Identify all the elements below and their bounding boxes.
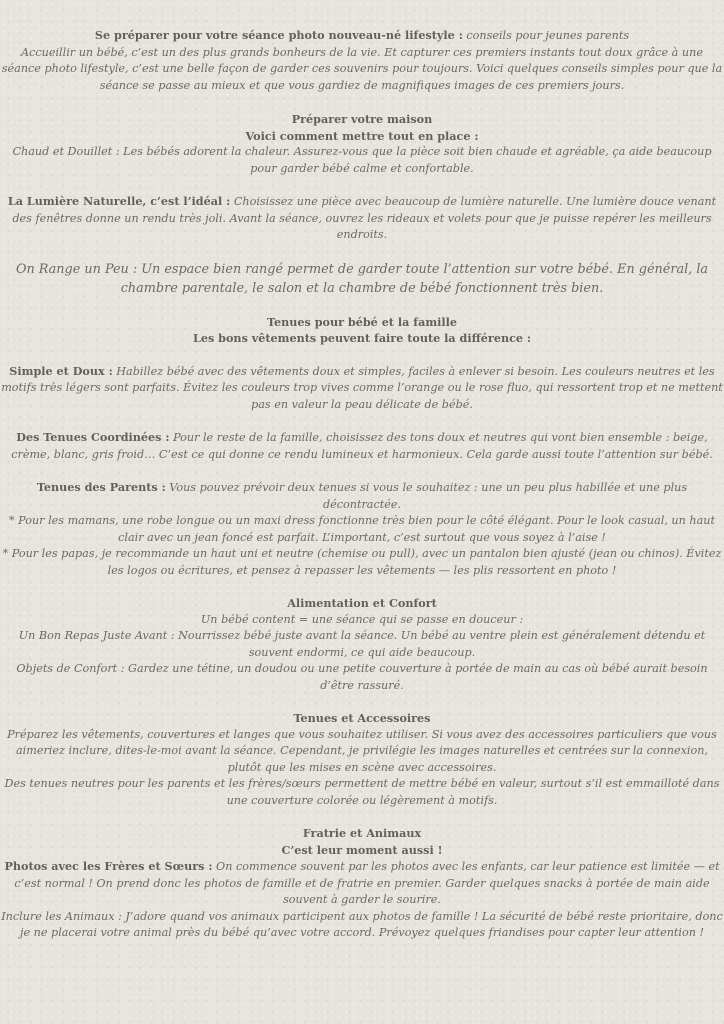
intro-title-line	[0, 27, 724, 45]
alimentation-heading: Alimentation et Confort	[287, 596, 437, 610]
tenues-mamans: * Pour les mamans, une robe longue ou un maxi dress fonctionne très bien pour le côté élégant. Pour le look casual, un haut clair avec un jean foncé est parfait. L’important, c’est surtout que vous soyez à l’aise !	[9, 514, 715, 544]
tenues-simple	[0, 363, 724, 414]
intro-subtitle: conseils pour jeunes parents	[466, 29, 630, 42]
intro-text: Accueillir un bébé, c’est un des plus grands bonheurs de la vie. Et capturer ces premiers instants tout doux grâce à une séance photo lifestyle, c’est une belle façon de garder ces souvenirs pour toujours. Voici quelques conseils simples pour que la séance se passe au mieux et que vous gardiez de magnifiques images de ces premiers jours.	[1, 45, 723, 92]
tenues-heading: Tenues pour bébé et la famille	[266, 314, 458, 329]
maison-lumiere-text: Choisissez une pièce avec beaucoup de lumière naturelle. Une lumière douce venant des fenêtres donne un rendu très joli. Avant la séance, ouvrez les rideaux et volets pour que je puisse repérer les meilleurs endroits.	[12, 195, 717, 241]
fratrie-photos-text: On commence souvent par les photos avec les enfants, car leur patience est limitée — et c’est normal ! On prend donc les photos de famille et de fratrie en premier. Garder quelques snacks à portée de main aide souvent à garder le sourire.	[14, 860, 720, 906]
accessoires-p1: Préparez les vêtements, couvertures et langes que vous souhaitez utiliser. Si vous avez des accessoires particuliers que vous aimeriez inclure, dites-le-moi avant la séance. Cependant, je privilégie les images naturelles et centrées sur la connexion, plutôt que les mises en scène avec accessoires.	[7, 727, 717, 774]
tenues-subheading: Les bons vêtements peuvent faire toute la différence :	[192, 331, 532, 345]
tenues-section	[0, 314, 724, 580]
tenues-coord	[0, 429, 724, 463]
tenues-papas: * Pour les papas, je recommande un haut uni et neutre (chemise ou pull), avec un pantalon bien ajusté (jean ou chinos). Évitez les logos ou écritures, et pensez à repasser les vêtements — les plis ressortent en photo !	[2, 547, 722, 577]
maison-range: On Range un Peu : Un espace bien rangé permet de garder toute l’attention sur votre bébé. En général, la chambre parentale, le salon et la chambre de bébé fonctionnent très bien.	[15, 261, 709, 296]
tenues-coord-label: Des Tenues Coordinées :	[16, 430, 170, 444]
accessoires-heading: Tenues et Accessoires	[293, 711, 431, 725]
fratrie-animaux: Inclure les Animaux : J’adore quand vos animaux participent aux photos de famille ! La sécurité de bébé reste prioritaire, donc je ne placerai votre animal près du bébé qu’avec votre accord. Prévoyez quelques friandises pour capter leur attention !	[1, 909, 723, 939]
fratrie-heading: Fratrie et Animaux	[302, 826, 422, 840]
accessoires-p2: Des tenues neutres pour les parents et les frères/sœurs permettent de mettre bébé en valeur, surtout s’il est emmailloté dans une couverture colorée ou légèrement à motifs.	[4, 777, 720, 807]
accessoires-section	[0, 710, 724, 809]
intro-section	[0, 27, 724, 94]
intro-title: Se préparer pour votre séance photo nouveau-né lifestyle :	[94, 28, 463, 42]
tenues-parents-label: Tenues des Parents :	[36, 480, 166, 494]
maison-lumiere	[0, 193, 724, 244]
alimentation-section	[0, 595, 724, 694]
fratrie-photos-label: Photos avec les Frères et Sœurs :	[4, 859, 213, 873]
tenues-simple-label: Simple et Doux :	[9, 363, 113, 378]
tenues-coord-text: Pour le reste de la famille, choisissez des tons doux et neutres qui vont bien ensemble : beige, crème, blanc, gris froid… C’est ce qui donne ce rendu lumineux et harmonieux. Cela garde aussi toute l’attention sur bébé.	[11, 431, 713, 461]
maison-section	[0, 111, 724, 298]
fratrie-photos	[0, 858, 724, 909]
alimentation-objets: Objets de Confort : Gardez une tétine, un doudou ou une petite couverture à portée de main au cas où bébé aurait besoin d’être rassuré.	[16, 662, 708, 692]
tenues-simple-text: Habillez bébé avec des vêtements doux et simples, faciles à enlever si besoin. Les couleurs neutres et les motifs très légers sont parfaits. Évitez les couleurs trop vives comme l’orange ou le rose fluo, qui ressortent trop et ne mettent pas en valeur la peau délicate de bébé.	[1, 364, 723, 411]
fratrie-subheading: C’est leur moment aussi !	[281, 842, 443, 857]
maison-chaud: Chaud et Douillet : Les bébés adorent la chaleur. Assurez-vous que la pièce soit bien chaude et agréable, ça aide beaucoup pour garder bébé calme et confortable.	[12, 145, 712, 175]
tenues-parents	[0, 479, 724, 513]
maison-lumiere-label: La Lumière Naturelle, c’est l’idéal :	[7, 194, 231, 208]
maison-subheading: Voici comment mettre tout en place :	[245, 128, 479, 143]
alimentation-subheading: Un bébé content = une séance qui se passe en douceur :	[200, 612, 524, 626]
maison-heading: Préparer votre maison	[291, 112, 433, 126]
tenues-parents-text: Vous pouvez prévoir deux tenues si vous le souhaitez : une un peu plus habillée et une plus décontractée.	[169, 481, 688, 511]
fratrie-section	[0, 825, 724, 942]
alimentation-repas: Un Bon Repas Juste Avant : Nourrissez bébé juste avant la séance. Un bébé au ventre plein est généralement détendu et souvent endormi, ce qui aide beaucoup.	[18, 629, 706, 659]
